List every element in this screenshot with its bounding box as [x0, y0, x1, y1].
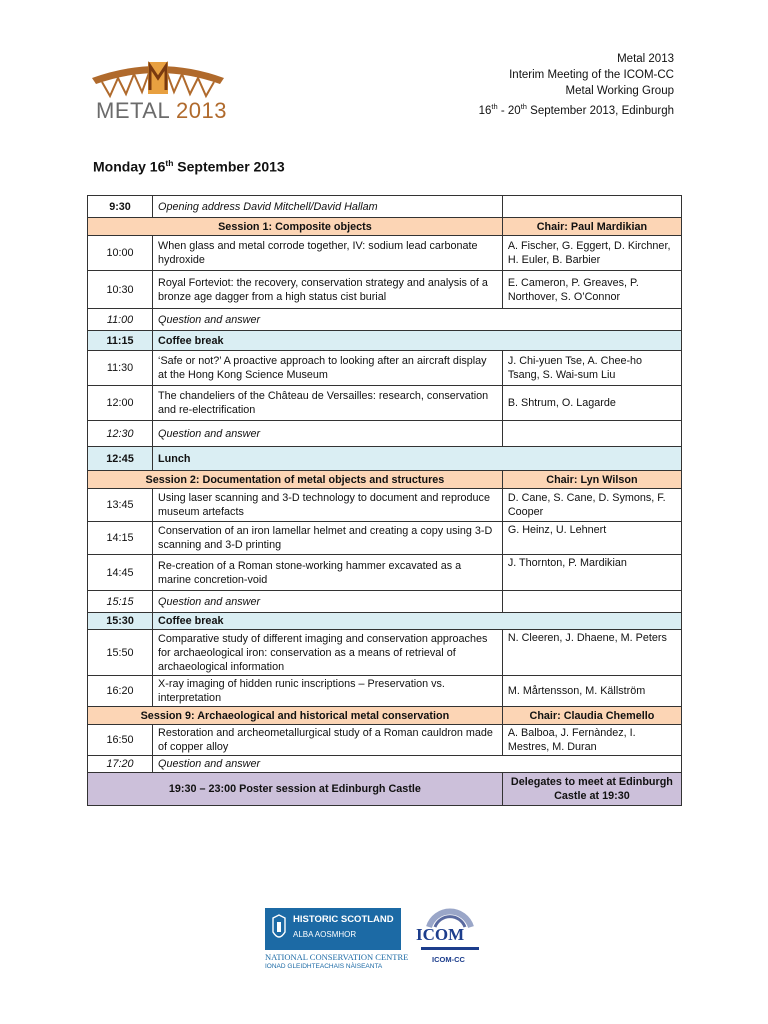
title-cell: Conservation of an iron lamellar helmet and creating a copy using 3-D scanning and 3-D printing	[153, 522, 503, 555]
title-cell: The chandeliers of the Château de Versailles: research, conservation and re-electrification	[153, 386, 503, 421]
time-cell: 14:45	[88, 555, 153, 591]
evening-event-row	[88, 773, 682, 806]
title-cell: Question and answer	[153, 756, 682, 773]
logo-name: METAL	[96, 98, 170, 123]
time-cell: 12:45	[88, 447, 153, 471]
table-row	[88, 522, 682, 555]
table-row	[88, 236, 682, 271]
hs-line2: ALBA AOSMHOR	[293, 930, 357, 939]
time-cell: 12:30	[88, 421, 153, 447]
time-cell: 9:30	[88, 196, 153, 218]
time-cell: 16:50	[88, 725, 153, 756]
table-row	[88, 630, 682, 676]
icom-wordmark: ICOM	[416, 925, 465, 944]
time-cell: 10:30	[88, 271, 153, 309]
title-cell: Opening address David Mitchell/David Hallam	[153, 196, 503, 218]
title-cell: Using laser scanning and 3-D technology to document and reproduce museum artefacts	[153, 489, 503, 522]
date-start-sup: th	[491, 102, 498, 111]
day-post: September 2013	[173, 158, 285, 175]
table-row	[88, 196, 682, 218]
time-cell: 15:30	[88, 613, 153, 630]
session-label: Session 1: Composite objects	[88, 218, 503, 236]
title-cell: Question and answer	[153, 591, 503, 613]
time-cell: 13:45	[88, 489, 153, 522]
session-row	[88, 218, 682, 236]
authors-cell: J. Chi-yuen Tse, A. Chee-ho Tsang, S. Wai-sum Liu	[502, 351, 681, 386]
session-row	[88, 471, 682, 489]
session-label: Session 2: Documentation of metal objects and structures	[88, 471, 503, 489]
title-cell: Re-creation of a Roman stone-working hammer excavated as a marine concretion-void	[153, 555, 503, 591]
date-end-sup: th	[520, 102, 527, 111]
session-chair: Chair: Claudia Chemello	[502, 707, 681, 725]
authors-cell: D. Cane, S. Cane, D. Symons, F. Cooper	[502, 489, 681, 522]
table-row	[88, 271, 682, 309]
session-label: Session 9: Archaeological and historical metal conservation	[88, 707, 503, 725]
break-row	[88, 447, 682, 471]
table-row	[88, 725, 682, 756]
time-cell: 11:30	[88, 351, 153, 386]
table-row	[88, 555, 682, 591]
authors-cell: J. Thornton, P. Mardikian	[502, 555, 681, 591]
logo-wordmark	[96, 98, 227, 124]
title-cell: Question and answer	[153, 309, 682, 331]
ncc-line1: NATIONAL CONSERVATION CENTRE	[265, 952, 409, 962]
time-cell: 17:20	[88, 756, 153, 773]
break-label: Lunch	[153, 447, 682, 471]
shield-icon	[271, 914, 287, 944]
header-line3: Metal Working Group	[565, 85, 674, 97]
table-row	[88, 676, 682, 707]
day-heading	[93, 158, 285, 175]
table-row	[88, 756, 682, 773]
time-cell: 15:15	[88, 591, 153, 613]
time-cell: 12:00	[88, 386, 153, 421]
authors-cell: A. Balboa, J. Fernàndez, I. Mestres, M. Duran	[502, 725, 681, 756]
table-row	[88, 351, 682, 386]
date-start: 16	[478, 104, 492, 117]
day-sup: th	[165, 158, 174, 168]
hs-line1: HISTORIC SCOTLAND	[293, 914, 394, 925]
day-pre: Monday 16	[93, 158, 166, 175]
time-cell: 11:15	[88, 331, 153, 351]
header-line1: Metal 2013	[617, 53, 674, 65]
session-chair: Chair: Paul Mardikian	[502, 218, 681, 236]
time-cell: 14:15	[88, 522, 153, 555]
table-row	[88, 421, 682, 447]
programme-table	[87, 195, 682, 806]
header-line2: Interim Meeting of the ICOM-CC	[509, 69, 674, 81]
header-dates	[479, 99, 674, 119]
ncc-line2: IONAD GLEIDHTEACHAIS NÀISEANTA	[265, 963, 383, 970]
time-cell: 11:00	[88, 309, 153, 331]
authors-cell	[502, 591, 681, 613]
time-cell: 16:20	[88, 676, 153, 707]
time-cell: 15:50	[88, 630, 153, 676]
table-row	[88, 591, 682, 613]
authors-cell: B. Shtrum, O. Lagarde	[502, 386, 681, 421]
title-cell: When glass and metal corrode together, IV: sodium lead carbonate hydroxide	[153, 236, 503, 271]
time-cell: 10:00	[88, 236, 153, 271]
title-cell: Royal Forteviot: the recovery, conservation strategy and analysis of a bronze age dagger from a high status cist burial	[153, 271, 503, 309]
session-row	[88, 707, 682, 725]
title-cell: ‘Safe or not?’ A proactive approach to looking after an aircraft display at the Hong Kong Science Museum	[153, 351, 503, 386]
authors-cell	[502, 421, 681, 447]
authors-cell: G. Heinz, U. Lehnert	[502, 522, 681, 555]
date-rest: September 2013, Edinburgh	[526, 104, 674, 117]
table-row	[88, 386, 682, 421]
conference-header	[479, 51, 674, 119]
title-cell: Restoration and archeometallurgical study of a Roman cauldron made of copper alloy	[153, 725, 503, 756]
authors-cell: A. Fischer, G. Eggert, D. Kirchner, H. Euler, B. Barbier	[502, 236, 681, 271]
logo-year: 2013	[176, 98, 227, 123]
title-cell: Question and answer	[153, 421, 503, 447]
date-sep: - 20	[497, 104, 521, 117]
authors-cell: N. Cleeren, J. Dhaene, M. Peters	[502, 630, 681, 676]
authors-cell	[502, 196, 681, 218]
title-cell: X-ray imaging of hidden runic inscriptions – Preservation vs. interpretation	[153, 676, 503, 707]
break-label: Coffee break	[153, 613, 682, 630]
title-cell: Comparative study of different imaging and conservation approaches for archaeological iron: conservation as a means of retrieval of archaeological information	[153, 630, 503, 676]
historic-scotland-logo	[265, 908, 401, 950]
table-row	[88, 489, 682, 522]
break-label: Coffee break	[153, 331, 682, 351]
table-row	[88, 309, 682, 331]
session-chair: Chair: Lyn Wilson	[502, 471, 681, 489]
break-row	[88, 331, 682, 351]
evening-event-label: 19:30 – 23:00 Poster session at Edinburgh Castle	[88, 773, 503, 806]
authors-cell: E. Cameron, P. Greaves, P. Northover, S. O’Connor	[502, 271, 681, 309]
icom-cc-label: ICOM-CC	[432, 955, 465, 964]
evening-event-note: Delegates to meet at Edinburgh Castle at 19:30	[502, 773, 681, 806]
authors-cell: M. Mårtensson, M. Källström	[502, 676, 681, 707]
break-row	[88, 613, 682, 630]
